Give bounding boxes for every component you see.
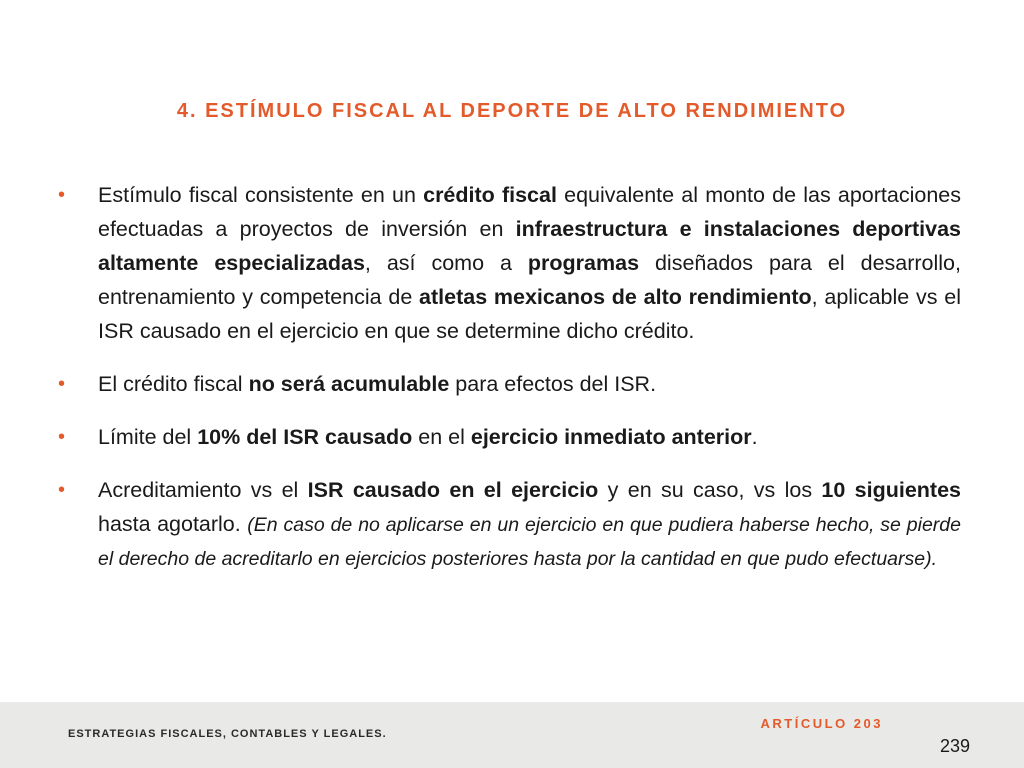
bullet-text-segment: 10% del ISR causado: [197, 425, 413, 449]
bullet-list: [56, 178, 961, 594]
bullet-text-segment: ejercicio inmediato anterior: [470, 425, 752, 449]
bullet-text-segment: 10 siguientes: [821, 478, 962, 502]
bullet-text-segment: no será acumulable: [248, 372, 450, 396]
bullet-text-segment: en el: [412, 425, 471, 449]
bullet-item: [56, 178, 961, 348]
bullet-text-segment: diseñados para el desarrollo, entrenamiento y competencia de: [98, 251, 961, 309]
bullet-text-segment: y en su caso, vs los: [598, 478, 822, 502]
page-number: 239: [939, 736, 970, 756]
bullet-text-segment: Estímulo fiscal consistente en un: [98, 183, 424, 207]
footer-band: [0, 702, 1024, 768]
bullet-icon: •: [58, 426, 66, 448]
bullet-text-segment: ISR causado en el ejercicio: [307, 478, 599, 502]
bullet-text-segment: crédito fiscal: [423, 183, 557, 207]
bullet-text-segment: programas: [527, 251, 640, 275]
bullet-text-segment: El crédito fiscal: [98, 372, 249, 396]
bullet-text-segment: equivalente al monto de las aportaciones efectuadas a proyectos de inversión en: [98, 183, 961, 241]
bullet-text-segment: hasta agotarlo.: [98, 512, 248, 536]
bullet-text-segment: , aplicable vs el ISR causado en el ejercicio en que se determine dicho crédito.: [98, 285, 961, 343]
slide-title: 4. ESTÍMULO FISCAL AL DEPORTE DE ALTO RENDIMIENTO: [176, 100, 848, 122]
bullet-icon: •: [58, 373, 66, 395]
footer-company-text: ESTRATEGIAS FISCALES, CONTABLES Y LEGALES.: [68, 728, 387, 740]
bullet-icon: •: [58, 184, 66, 206]
bullet-text-segment: (En caso de no aplicarse en un ejercicio en que pudiera haberse hecho, se pierde el derecho de acreditarlo en ejercicios posteriores hasta por la cantidad en que pudo efectuarse).: [98, 514, 961, 570]
bullet-text-segment: , así como a: [364, 251, 528, 275]
bullet-text-segment: .: [751, 425, 758, 449]
footer-article-label: ARTÍCULO 203: [760, 716, 883, 731]
bullet-text-segment: atletas mexicanos de alto rendimiento: [419, 285, 812, 309]
bullet-text-segment: Límite del: [98, 425, 198, 449]
bullet-text-segment: infraestructura e instalaciones deportivas altamente especializadas: [98, 217, 961, 275]
bullet-icon: •: [58, 479, 66, 501]
bullet-item: [56, 367, 961, 401]
bullet-item: [56, 420, 961, 454]
bullet-item: [56, 473, 961, 575]
bullet-text-segment: Acreditamiento vs el: [98, 478, 308, 502]
bullet-text-segment: para efectos del ISR.: [449, 372, 657, 396]
